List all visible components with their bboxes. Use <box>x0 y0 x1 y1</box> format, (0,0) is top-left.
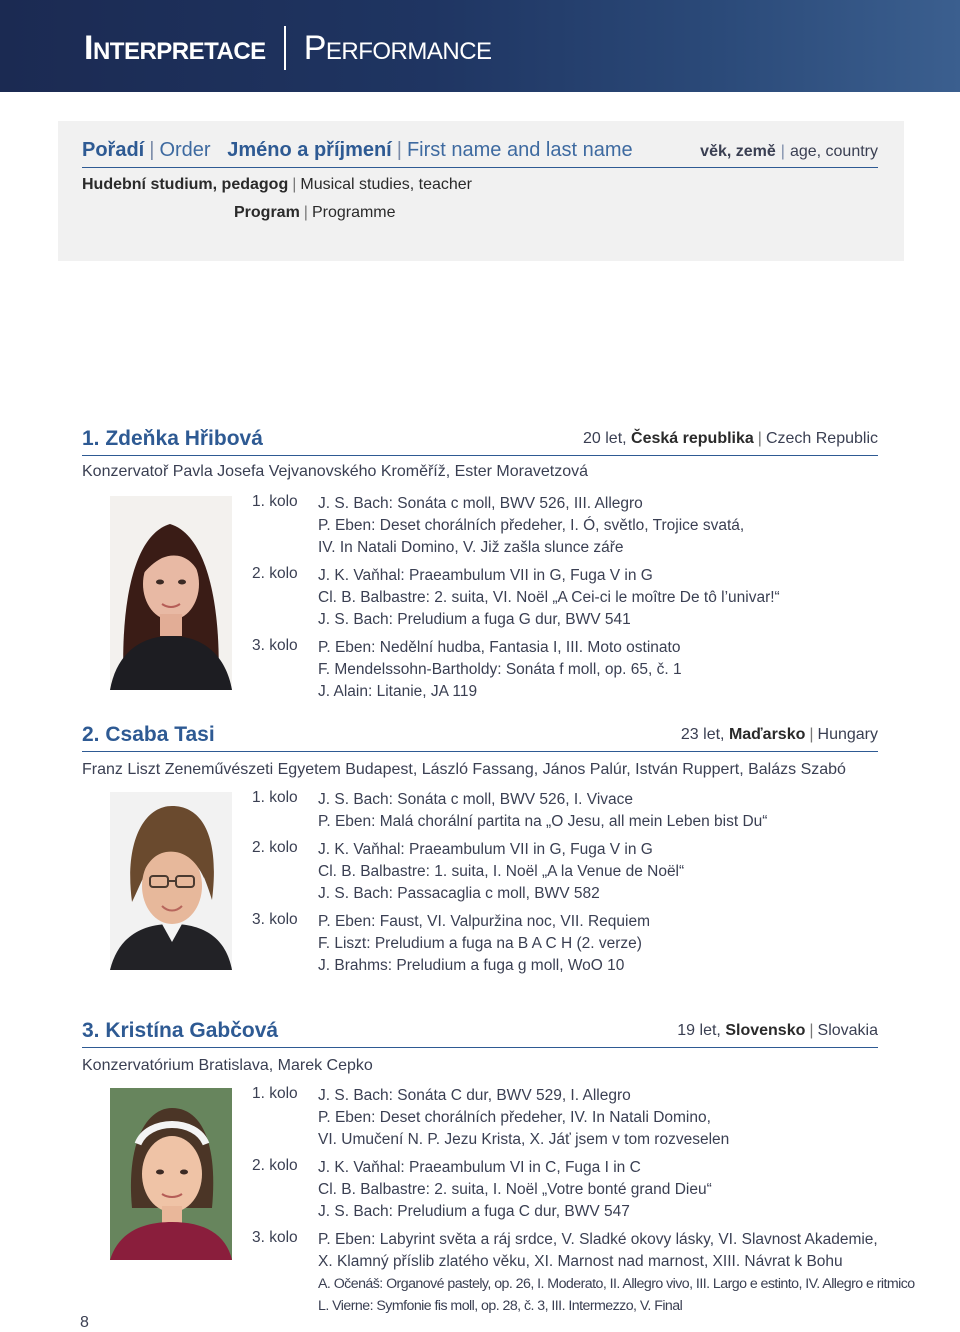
legend-order-en: Order <box>159 139 211 161</box>
round-pieces <box>318 1229 915 1317</box>
header-band <box>0 0 960 92</box>
program-piece: IV. In Natali Domino, V. Již zašla slunce záře <box>318 539 624 556</box>
round-label: 3. kolo <box>252 637 298 654</box>
program-piece: P. Eben: Labyrint světa a ráj srdce, V. Sladké okovy lásky, VI. Slavnost Akademie, <box>318 1231 878 1248</box>
contestant-age-country <box>677 1022 878 1040</box>
contestant-photo <box>110 496 232 690</box>
round-label: 1. kolo <box>252 493 298 510</box>
contestant-country-cz: Slovensko <box>725 1022 806 1039</box>
legend-studies-cz: Hudební studium, pedagog <box>82 176 289 193</box>
legend-age-cz: věk, země <box>700 143 776 160</box>
program-piece: A. Očenáš: Organové pastely, op. 26, I. Moderato, II. Allegro vivo, III. Largo e estinto, IV. Allegro e ritmico <box>318 1276 915 1292</box>
program-piece: Cl. B. Balbastre: 2. suita, VI. Noël „A Cei-ci le moître De tô l’univar!“ <box>318 589 780 606</box>
round-pieces <box>318 1085 729 1151</box>
round-pieces <box>318 839 684 905</box>
program-piece: J. K. Vaňhal: Praeambulum VII in G, Fuga V in G <box>318 841 653 858</box>
round-pieces <box>318 1157 712 1223</box>
program-round <box>252 1085 915 1151</box>
contestant-country-cz: Maďarsko <box>728 726 806 743</box>
program-round <box>252 1229 915 1317</box>
contestant-header <box>82 1019 878 1048</box>
program-piece: Cl. B. Balbastre: 1. suita, I. Noël „A la Venue de Noël“ <box>318 863 685 880</box>
title-czech: Interpretace <box>84 28 266 67</box>
legend-program-en: Programme <box>311 204 396 221</box>
contestant-country-en: Slovakia <box>817 1022 878 1039</box>
legend-order-cz: Pořadí <box>82 139 145 161</box>
portrait-image <box>110 1088 232 1260</box>
page-number: 8 <box>80 1314 89 1331</box>
program-piece: J. K. Vaňhal: Praeambulum VII in G, Fuga V in G <box>318 567 653 584</box>
round-pieces <box>318 789 767 833</box>
program-piece: P. Eben: Malá chorální partita na „O Jesu, all mein Leben bist Du“ <box>318 813 768 830</box>
page-title <box>84 26 492 70</box>
legend-program-cz: Program <box>234 204 300 221</box>
contestant-school: Konzervatórium Bratislava, Marek Cepko <box>82 1057 373 1074</box>
program-round <box>252 911 767 977</box>
contestant-age: 20 let, <box>583 430 627 447</box>
contestant-header <box>82 723 878 752</box>
round-label: 1. kolo <box>252 1085 298 1102</box>
legend-studies-en: Musical studies, teacher <box>300 176 473 193</box>
contestant-school: Konzervatoř Pavla Josefa Vejvanovského Kroměříž, Ester Moravetzová <box>82 463 589 480</box>
program-piece: X. Klamný příslib zlatého věku, XI. Marnost nad marnost, XIII. Návrat k Bohu <box>318 1253 843 1270</box>
contestant-entry <box>82 427 878 700</box>
program-piece: P. Eben: Faust, VI. Valpuržina noc, VII. Requiem <box>318 913 650 930</box>
contestant-name: 1. Zdeňka Hřibová <box>82 427 263 450</box>
portrait-image <box>110 496 232 690</box>
program-piece: J. S. Bach: Sonáta c moll, BWV 526, III. Allegro <box>318 495 643 512</box>
legend-separator: | <box>780 143 785 160</box>
contestant-entry <box>82 723 878 974</box>
legend-age-country <box>700 143 878 161</box>
meta-separator: | <box>757 430 762 447</box>
contestant-age-country <box>681 726 878 744</box>
program-round <box>252 565 780 631</box>
program-piece: J. S. Bach: Sonáta C dur, BWV 529, I. Allegro <box>318 1087 631 1104</box>
program-rounds <box>252 493 780 709</box>
round-pieces <box>318 493 744 559</box>
program-round <box>252 637 780 703</box>
title-divider <box>284 26 286 70</box>
title-english: Performance <box>303 28 492 67</box>
round-label: 3. kolo <box>252 911 298 928</box>
legend-separator: | <box>149 139 155 161</box>
legend-separator: | <box>292 176 297 193</box>
portrait-image <box>110 792 232 970</box>
round-label: 2. kolo <box>252 1157 298 1174</box>
program-piece: F. Mendelssohn-Bartholdy: Sonáta f moll, op. 65, č. 1 <box>318 661 682 678</box>
legend-name-cz: Jméno a příjmení <box>227 139 392 161</box>
legend-box <box>58 121 904 261</box>
program-piece: L. Vierne: Symfonie fis moll, op. 28, č. 3, III. Intermezzo, V. Final <box>318 1298 683 1314</box>
program-round <box>252 789 767 833</box>
program-piece: J. S. Bach: Preludium a fuga G dur, BWV 541 <box>318 611 631 628</box>
program-round <box>252 493 780 559</box>
program-piece: J. Brahms: Preludium a fuga g moll, WoO 10 <box>318 957 625 974</box>
contestant-country-en: Czech Republic <box>765 430 878 447</box>
contestant-country-cz: Česká republika <box>631 430 754 447</box>
program-round <box>252 839 767 905</box>
contestant-name: 2. Csaba Tasi <box>82 723 215 746</box>
contestant-age-country <box>583 430 878 448</box>
program-piece: P. Eben: Deset chorálních předeher, IV. In Natali Domino, <box>318 1109 711 1126</box>
legend-studies-line <box>82 176 472 194</box>
contestant-photo <box>110 1088 232 1260</box>
round-pieces <box>318 565 780 631</box>
contestant-name: 3. Kristína Gabčová <box>82 1019 279 1042</box>
program-rounds <box>252 1085 915 1323</box>
program-piece: F. Liszt: Preludium a fuga na B A C H (2. verze) <box>318 935 642 952</box>
contestant-entry <box>82 1019 915 1314</box>
contestant-header <box>82 427 878 456</box>
legend-age-en: age, country <box>789 143 878 160</box>
legend-header-line <box>82 139 878 168</box>
meta-separator: | <box>809 726 814 743</box>
program-piece: J. K. Vaňhal: Praeambulum VI in C, Fuga I in C <box>318 1159 641 1176</box>
meta-separator: | <box>809 1022 814 1039</box>
round-label: 2. kolo <box>252 839 298 856</box>
program-piece: J. S. Bach: Sonáta c moll, BWV 526, I. Vivace <box>318 791 634 808</box>
legend-name-en: First name and last name <box>406 139 633 161</box>
contestant-country-en: Hungary <box>817 726 878 743</box>
contestant-age: 19 let, <box>677 1022 721 1039</box>
program-piece: P. Eben: Deset chorálních předeher, I. Ó, světlo, Trojice svatá, <box>318 517 745 534</box>
legend-separator: | <box>303 204 308 221</box>
program-piece: Cl. B. Balbastre: 2. suita, I. Noël „Votre bonté grand Dieu“ <box>318 1181 712 1198</box>
program-rounds <box>252 789 767 983</box>
round-label: 1. kolo <box>252 789 298 806</box>
round-pieces <box>318 911 650 977</box>
contestant-school: Franz Liszt Zeneművészeti Egyetem Budapest, László Fassang, János Palúr, István Ruppert, Balázs Szabó <box>82 761 846 778</box>
round-label: 2. kolo <box>252 565 298 582</box>
contestant-age: 23 let, <box>680 726 725 743</box>
legend-separator: | <box>396 139 402 161</box>
contestant-photo <box>110 792 232 970</box>
round-label: 3. kolo <box>252 1229 298 1246</box>
program-round <box>252 1157 915 1223</box>
program-piece: J. S. Bach: Passacaglia c moll, BWV 582 <box>318 885 600 902</box>
program-piece: J. S. Bach: Preludium a fuga C dur, BWV 547 <box>318 1203 630 1220</box>
legend-program-line <box>234 204 396 222</box>
round-pieces <box>318 637 682 703</box>
program-piece: P. Eben: Nedělní hudba, Fantasia I, III. Moto ostinato <box>318 639 681 656</box>
program-piece: VI. Umučení N. P. Jezu Krista, X. Jáť jsem v tom rozveselen <box>318 1131 730 1148</box>
program-piece: J. Alain: Litanie, JA 119 <box>318 683 478 700</box>
